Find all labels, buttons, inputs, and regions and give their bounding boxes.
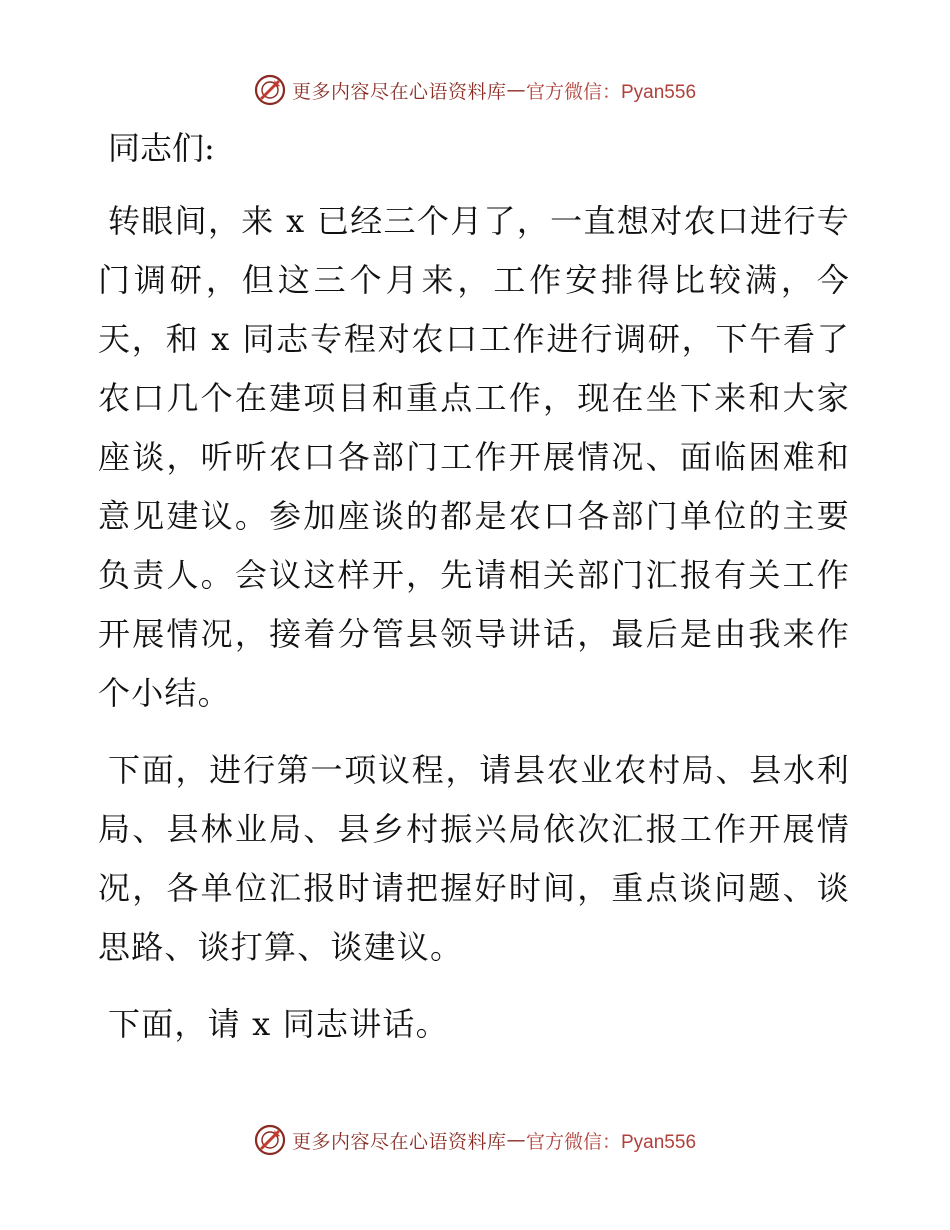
watermark-separator: —: [506, 1129, 526, 1151]
paragraph-1: 转眼间，来 x 已经三个月了，一直想对农口进行专门调研，但这三个月来，工作安排得比较满，今天，和 x 同志专程对农口工作进行调研，下午看了农口几个在建项目和重点工作，现在坐下来和大家座谈，听听农口各部门工作开展情况、面临困难和意见建议。参加座谈的都是农口各部门单位的主要负责人。会议这样开，先请相关部门汇报有关工作开展情况，接着分管县领导讲话，最后是由我来作个小结。: [98, 202, 850, 712]
paragraph-3: 下面，请 x 同志讲话。: [108, 1005, 449, 1043]
footer-watermark: [0, 1120, 950, 1160]
watermark-main-text: 更多内容尽在心语资料库: [291, 80, 507, 103]
header-watermark: [0, 70, 950, 110]
watermark-wechat-text: 官方微信：Pyan556: [526, 1131, 697, 1153]
feather-logo-icon: [254, 1124, 286, 1156]
watermark-separator: —: [506, 79, 526, 101]
paragraph-2: 下面，进行第一项议程，请县农业农村局、县水利局、县林业局、县乡村振兴局依次汇报工作开展情况，各单位汇报时请把握好时间，重点谈问题、谈思路、谈打算、谈建议。: [98, 751, 850, 966]
feather-logo-icon: [254, 74, 286, 106]
watermark-main-text: 更多内容尽在心语资料库: [291, 1130, 507, 1153]
watermark-wechat-text: 官方微信：Pyan556: [526, 81, 697, 103]
salutation: 同志们:: [108, 129, 215, 167]
document-body: [98, 120, 850, 1072]
